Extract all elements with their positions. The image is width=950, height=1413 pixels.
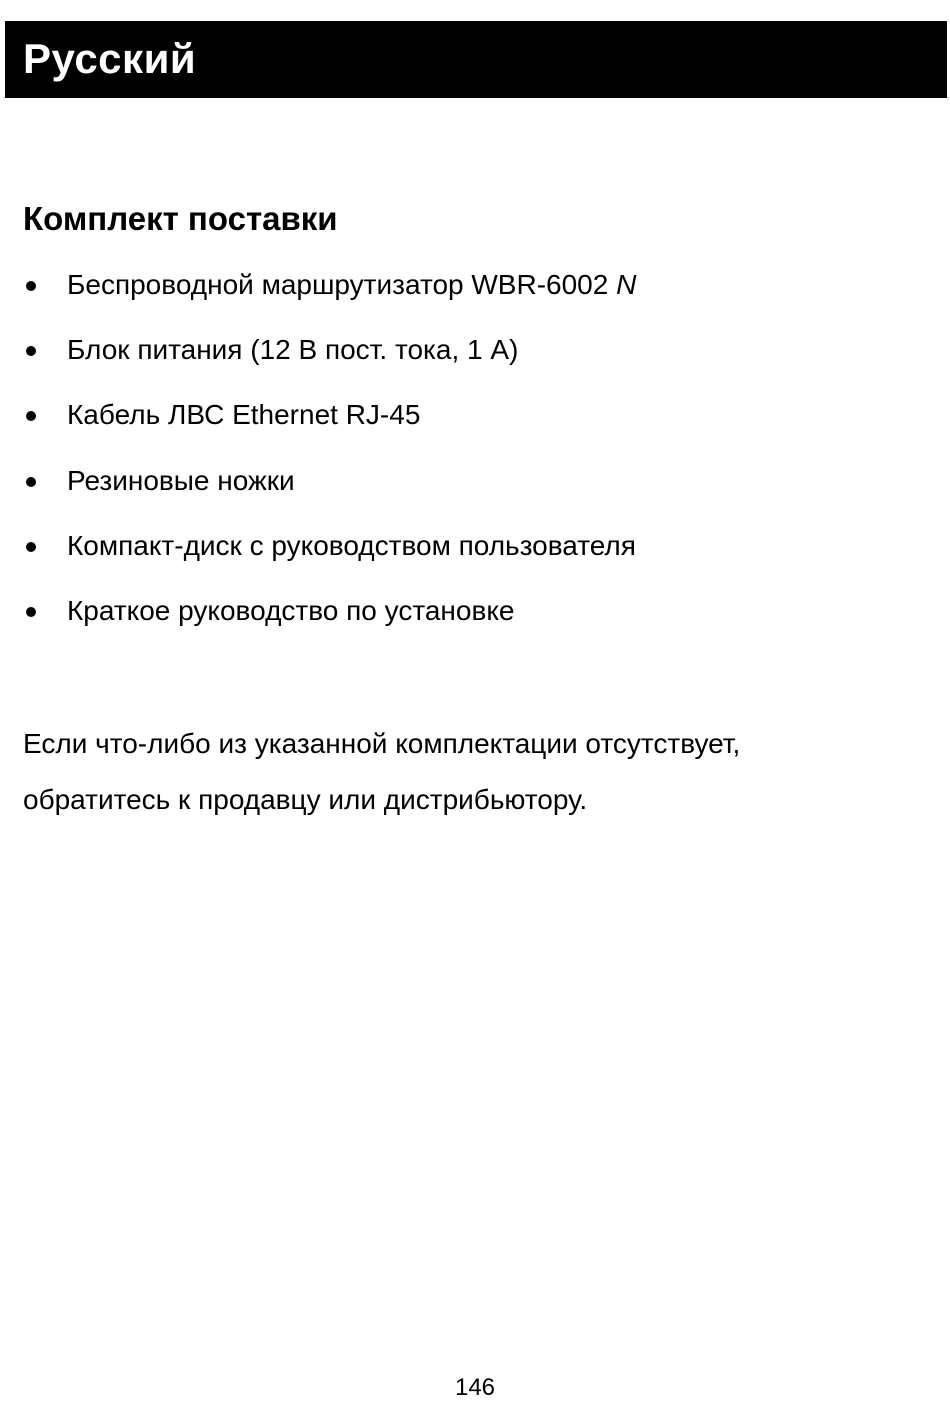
list-item-text: Компакт-диск с руководством пользователя bbox=[67, 529, 636, 561]
language-banner bbox=[5, 21, 947, 98]
bullet-icon bbox=[26, 607, 36, 617]
list-item bbox=[0, 262, 950, 327]
list-item-text: Беспроводной маршрутизатор WBR-6002 bbox=[67, 269, 609, 300]
note-line-1: Если что-либо из указанной комплектации отсутствует, bbox=[23, 728, 741, 759]
note-line-2: обратитесь к продавцу или дистрибьютору. bbox=[23, 784, 588, 815]
list-item-text: Краткое руководство по установке bbox=[67, 594, 515, 626]
bullet-icon bbox=[26, 542, 36, 552]
missing-items-note bbox=[23, 716, 923, 828]
page-number: 146 bbox=[454, 1374, 496, 1401]
bullet-icon bbox=[26, 411, 36, 421]
list-item bbox=[0, 392, 950, 457]
list-item bbox=[0, 327, 950, 392]
package-contents-list bbox=[0, 262, 950, 653]
bullet-icon bbox=[26, 281, 36, 291]
language-title: Русский bbox=[23, 35, 197, 82]
list-item-text: Кабель ЛВС Ethernet RJ-45 bbox=[67, 399, 421, 431]
list-item bbox=[0, 588, 950, 653]
list-item bbox=[0, 458, 950, 523]
list-item-text: Резиновые ножки bbox=[67, 464, 295, 496]
list-item bbox=[0, 523, 950, 588]
bullet-icon bbox=[26, 346, 36, 356]
list-item-text: Блок питания (12 В пост. тока, 1 А) bbox=[67, 334, 519, 366]
section-title: Комплект поставки bbox=[23, 200, 338, 237]
list-item-suffix: N bbox=[616, 269, 637, 300]
bullet-icon bbox=[26, 477, 36, 487]
